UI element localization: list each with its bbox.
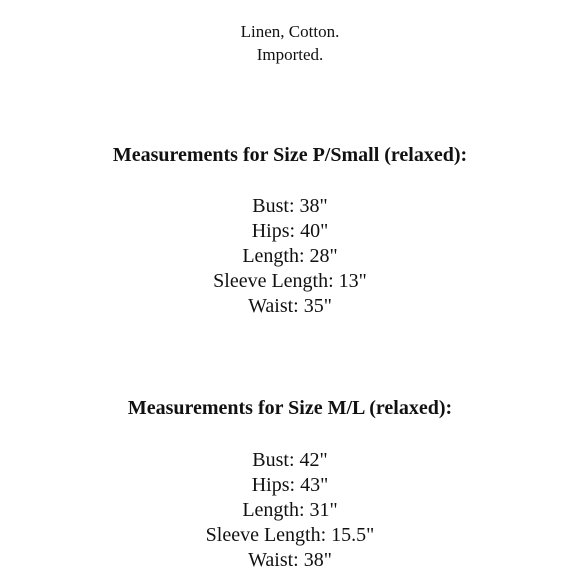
size-ml-length: Length: 31" [242, 499, 338, 521]
size-ml-sleeve-length: Sleeve Length: 15.5" [205, 524, 375, 546]
size-ml-waist: Waist: 38" [248, 549, 332, 571]
size-small-heading: Measurements for Size P/Small (relaxed): [112, 144, 468, 166]
origin-text: Imported. [256, 45, 324, 64]
size-ml-bust: Bust: 42" [252, 449, 328, 471]
size-small-hips: Hips: 40" [251, 220, 329, 242]
size-small-bust: Bust: 38" [252, 195, 328, 217]
size-ml-heading: Measurements for Size M/L (relaxed): [127, 397, 453, 419]
size-ml-hips: Hips: 43" [251, 474, 329, 496]
size-small-waist: Waist: 35" [248, 295, 332, 317]
material-text: Linen, Cotton. [240, 22, 340, 41]
size-small-sleeve-length: Sleeve Length: 13" [213, 270, 367, 292]
size-small-length: Length: 28" [242, 245, 338, 267]
